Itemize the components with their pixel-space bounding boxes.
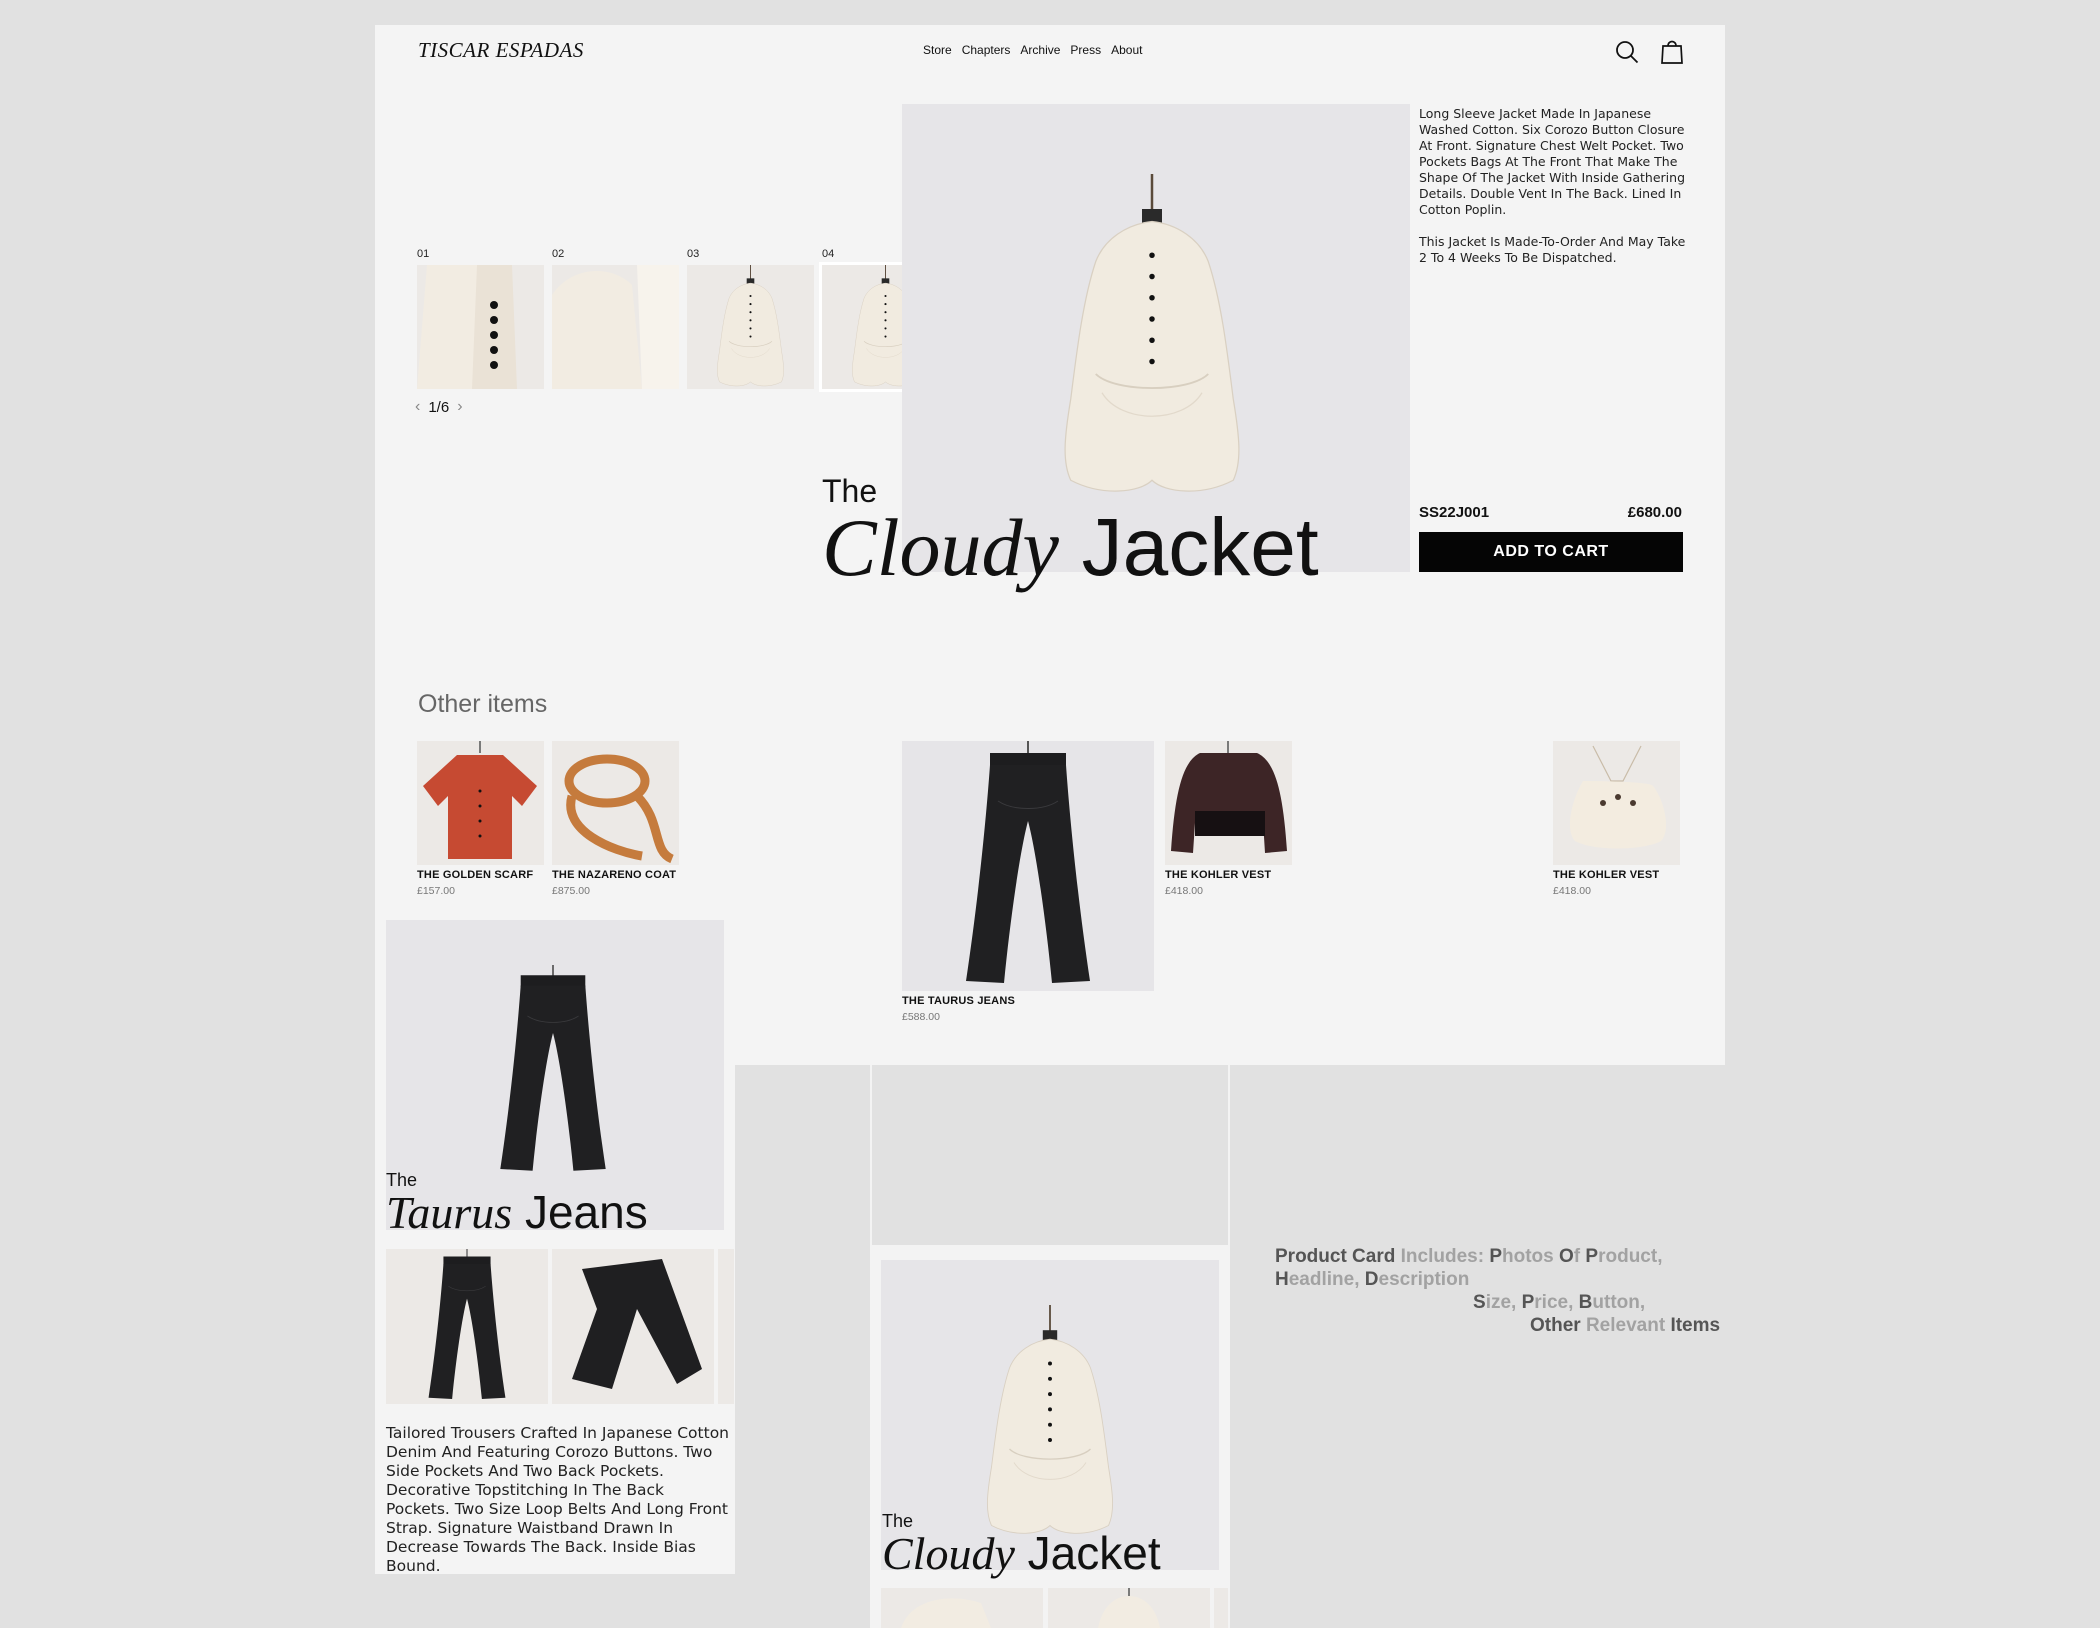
taurus-thumbnail[interactable] (552, 1249, 714, 1404)
mobile-card-header-area (872, 1065, 1228, 1245)
nav-item-press[interactable]: Press (1070, 43, 1102, 57)
product-title (822, 502, 1319, 593)
annotation-line: Size, Price, Button, (1473, 1292, 1646, 1313)
nav-item-about[interactable]: About (1111, 43, 1143, 57)
chevron-left-icon[interactable]: ‹ (415, 398, 421, 415)
taurus-title (386, 1185, 648, 1239)
mobile-title (882, 1526, 1161, 1580)
other-item-name[interactable]: THE TAURUS JEANS (902, 995, 1016, 1007)
other-item-name[interactable]: THE KOHLER VEST (1165, 869, 1272, 881)
other-item-name[interactable]: THE GOLDEN SCARF (417, 869, 534, 881)
taurus-title-word: Jeans (524, 1186, 648, 1238)
taurus-thumbnail[interactable] (386, 1249, 548, 1404)
shopping-bag-icon[interactable] (1660, 38, 1684, 64)
product-sku: SS22J001 (1419, 504, 1490, 521)
product-title-word: Jacket (1081, 502, 1319, 593)
other-item-price: £418.00 (1553, 885, 1591, 897)
product-thumbnail[interactable] (552, 265, 679, 389)
taurus-description: Tailored Trousers Crafted In Japanese Cotton Denim And Featuring Corozo Buttons. Two Side Pockets And Two Back Pockets. Decorative Topstitching In The Back Pockets. Two Size Loop Belts And Long Front Strap. Signature Waistband Drawn In Decrease Towards The Back. Inside Bias Bound. (386, 1424, 729, 1575)
taurus-hero-image (386, 920, 724, 1230)
taurus-title-italic: Taurus (386, 1187, 513, 1238)
mobile-thumbnail[interactable] (1048, 1588, 1210, 1628)
pager-count: 1/6 (428, 398, 450, 416)
description-paragraph: This Jacket Is Made-To-Order And May Take 2 To 4 Weeks To Be Dispatched. (1419, 234, 1686, 265)
product-description (1419, 106, 1694, 282)
other-item-price: £157.00 (417, 885, 455, 897)
other-item-image[interactable] (1165, 741, 1292, 865)
other-item-image[interactable] (902, 741, 1154, 991)
other-item-name[interactable]: THE KOHLER VEST (1553, 869, 1660, 881)
mobile-hero-image (881, 1260, 1219, 1570)
annotation-line: Product Card Includes: Photos Of Product, (1275, 1246, 1663, 1267)
other-item-price: £875.00 (552, 885, 590, 897)
thumb-number: 01 (417, 248, 430, 260)
brand-logo[interactable]: TISCAR ESPADAS (418, 38, 584, 62)
description-paragraph: Long Sleeve Jacket Made In Japanese Washed Cotton. Six Corozo Button Closure At Front. Signature Chest Welt Pocket. Two Pockets Bags At The Front That Make The Shape Of The Jacket With Inside Gathering Details. Double Vent In The Back. Lined In Cotton Poplin. (1419, 106, 1686, 217)
product-price: £680.00 (1627, 504, 1682, 521)
mobile-thumbnail[interactable] (881, 1588, 1043, 1628)
annotation-line: Headline, Description (1275, 1269, 1470, 1290)
product-title-prefix: The (822, 473, 878, 509)
design-annotation (1275, 1245, 1735, 1337)
mobile-title-word: Jacket (1027, 1527, 1161, 1579)
taurus-thumbnail[interactable] (718, 1249, 734, 1404)
product-thumbnail[interactable] (417, 265, 544, 389)
annotation-line: Other Relevant Items (1530, 1315, 1721, 1336)
other-item-image[interactable] (552, 741, 679, 865)
search-icon[interactable] (1615, 40, 1639, 64)
nav-item-chapters[interactable]: Chapters (961, 43, 1011, 57)
other-item-price: £588.00 (902, 1011, 940, 1023)
image-pager (415, 398, 463, 416)
other-item-image[interactable] (1553, 741, 1680, 865)
other-item-price: £418.00 (1165, 885, 1203, 897)
other-items-heading: Other items (418, 690, 548, 718)
main-nav (923, 43, 1142, 57)
thumb-number: 02 (552, 248, 565, 260)
chevron-right-icon[interactable]: › (457, 398, 463, 415)
thumb-number: 04 (822, 248, 835, 260)
other-item-name[interactable]: THE NAZARENO COAT (552, 869, 677, 881)
mobile-thumbnail[interactable] (1214, 1588, 1228, 1628)
product-title-italic: Cloudy (822, 502, 1059, 593)
nav-item-store[interactable]: Store (923, 43, 952, 57)
thumb-number: 03 (687, 248, 700, 260)
nav-item-archive[interactable]: Archive (1020, 43, 1061, 57)
mobile-title-italic: Cloudy (882, 1528, 1015, 1579)
other-item-image[interactable] (417, 741, 544, 865)
add-to-cart-button[interactable]: ADD TO CART (1419, 532, 1683, 572)
mobile-title-prefix: The (882, 1511, 914, 1531)
product-thumbnail[interactable] (687, 265, 814, 389)
taurus-title-prefix: The (386, 1170, 418, 1190)
